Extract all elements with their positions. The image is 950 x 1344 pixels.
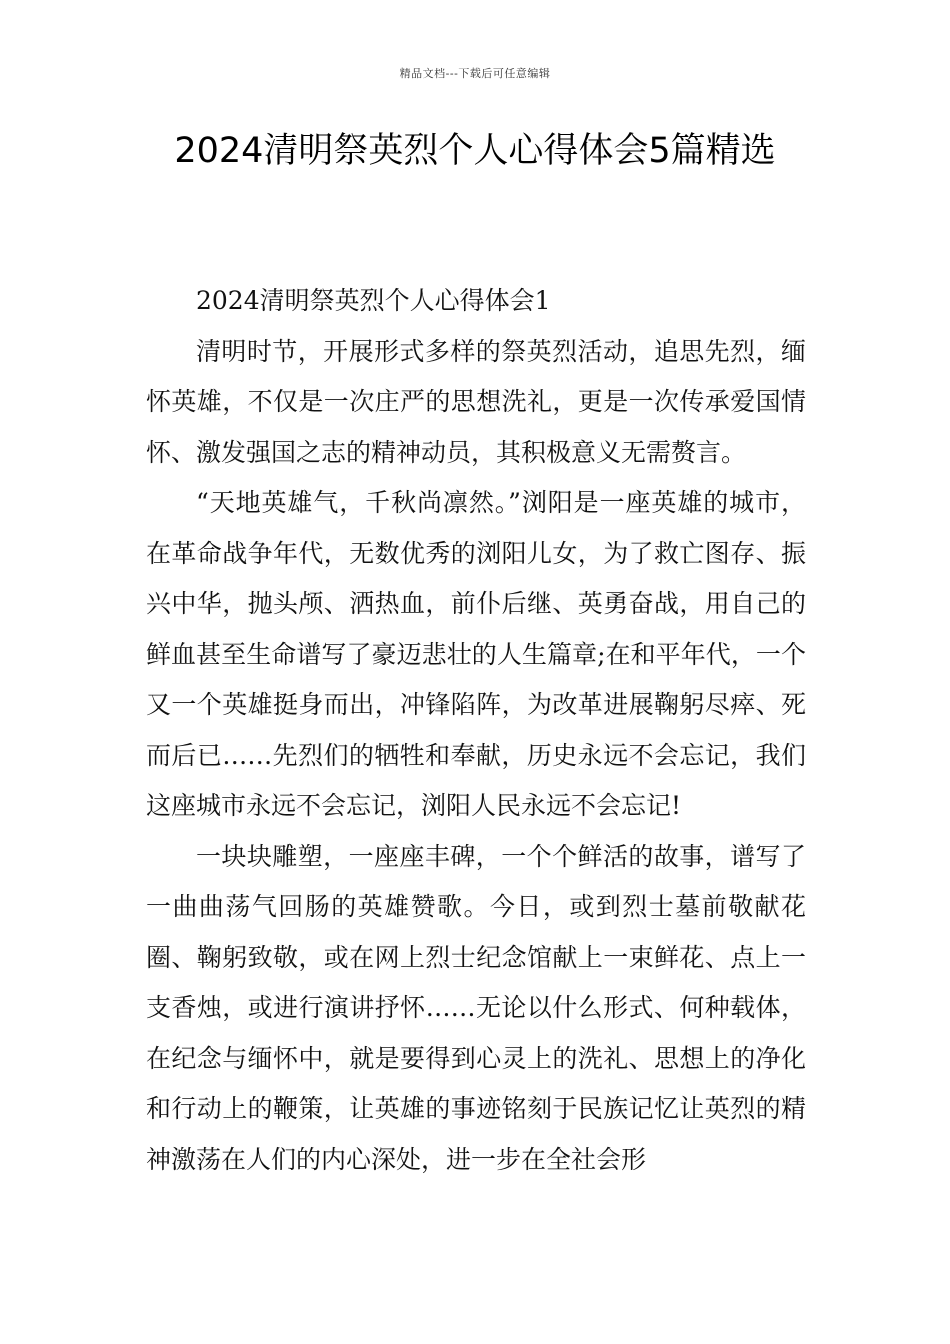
paragraph: 清明时节，开展形式多样的祭英烈活动，追思先烈，缅怀英雄，不仅是一次庄严的思想洗礼，更是一次传承爱国情怀、激发强国之志的精神动员，其积极意义无需赘言。 (146, 336, 806, 467)
paragraph: “天地英雄气，千秋尚凛然。”浏阳是一座英雄的城市，在革命战争年代，无数优秀的浏阳儿女，为了救亡图存、振兴中华，抛头颅、洒热血，前仆后继、英勇奋战，用自己的鲜血甚至生命谱写了豪迈悲壮的人生篇章;在和平年代，一个又一个英雄挺身而出，冲锋陷阵，为改革进展鞠躬尽瘁、死而后已……先烈们的牺牲和奉献，历史永远不会忘记，我们这座城市永远不会忘记，浏阳人民永远不会忘记! (146, 488, 806, 820)
document-body (146, 276, 806, 1185)
section-heading: 2024清明祭英烈个人心得体会1 (196, 286, 551, 315)
document-title: 2024清明祭英烈个人心得体会5篇精选 (174, 131, 776, 171)
header-note: 精品文档---下载后可任意编辑 (399, 67, 551, 80)
paragraph: 一块块雕塑，一座座丰碑，一个个鲜活的故事，谱写了一曲曲荡气回肠的英雄赞歌。今日，或到烈士墓前敬献花圈、鞠躬致敬，或在网上烈士纪念馆献上一束鲜花、点上一支香烛，或进行演讲抒怀……无论以什么形式、何种载体，在纪念与缅怀中，就是要得到心灵上的洗礼、思想上的净化和行动上的鞭策，让英雄的事迹铭刻于民族记忆让英烈的精神激荡在人们的内心深处，进一步在全社会形 (146, 841, 806, 1174)
